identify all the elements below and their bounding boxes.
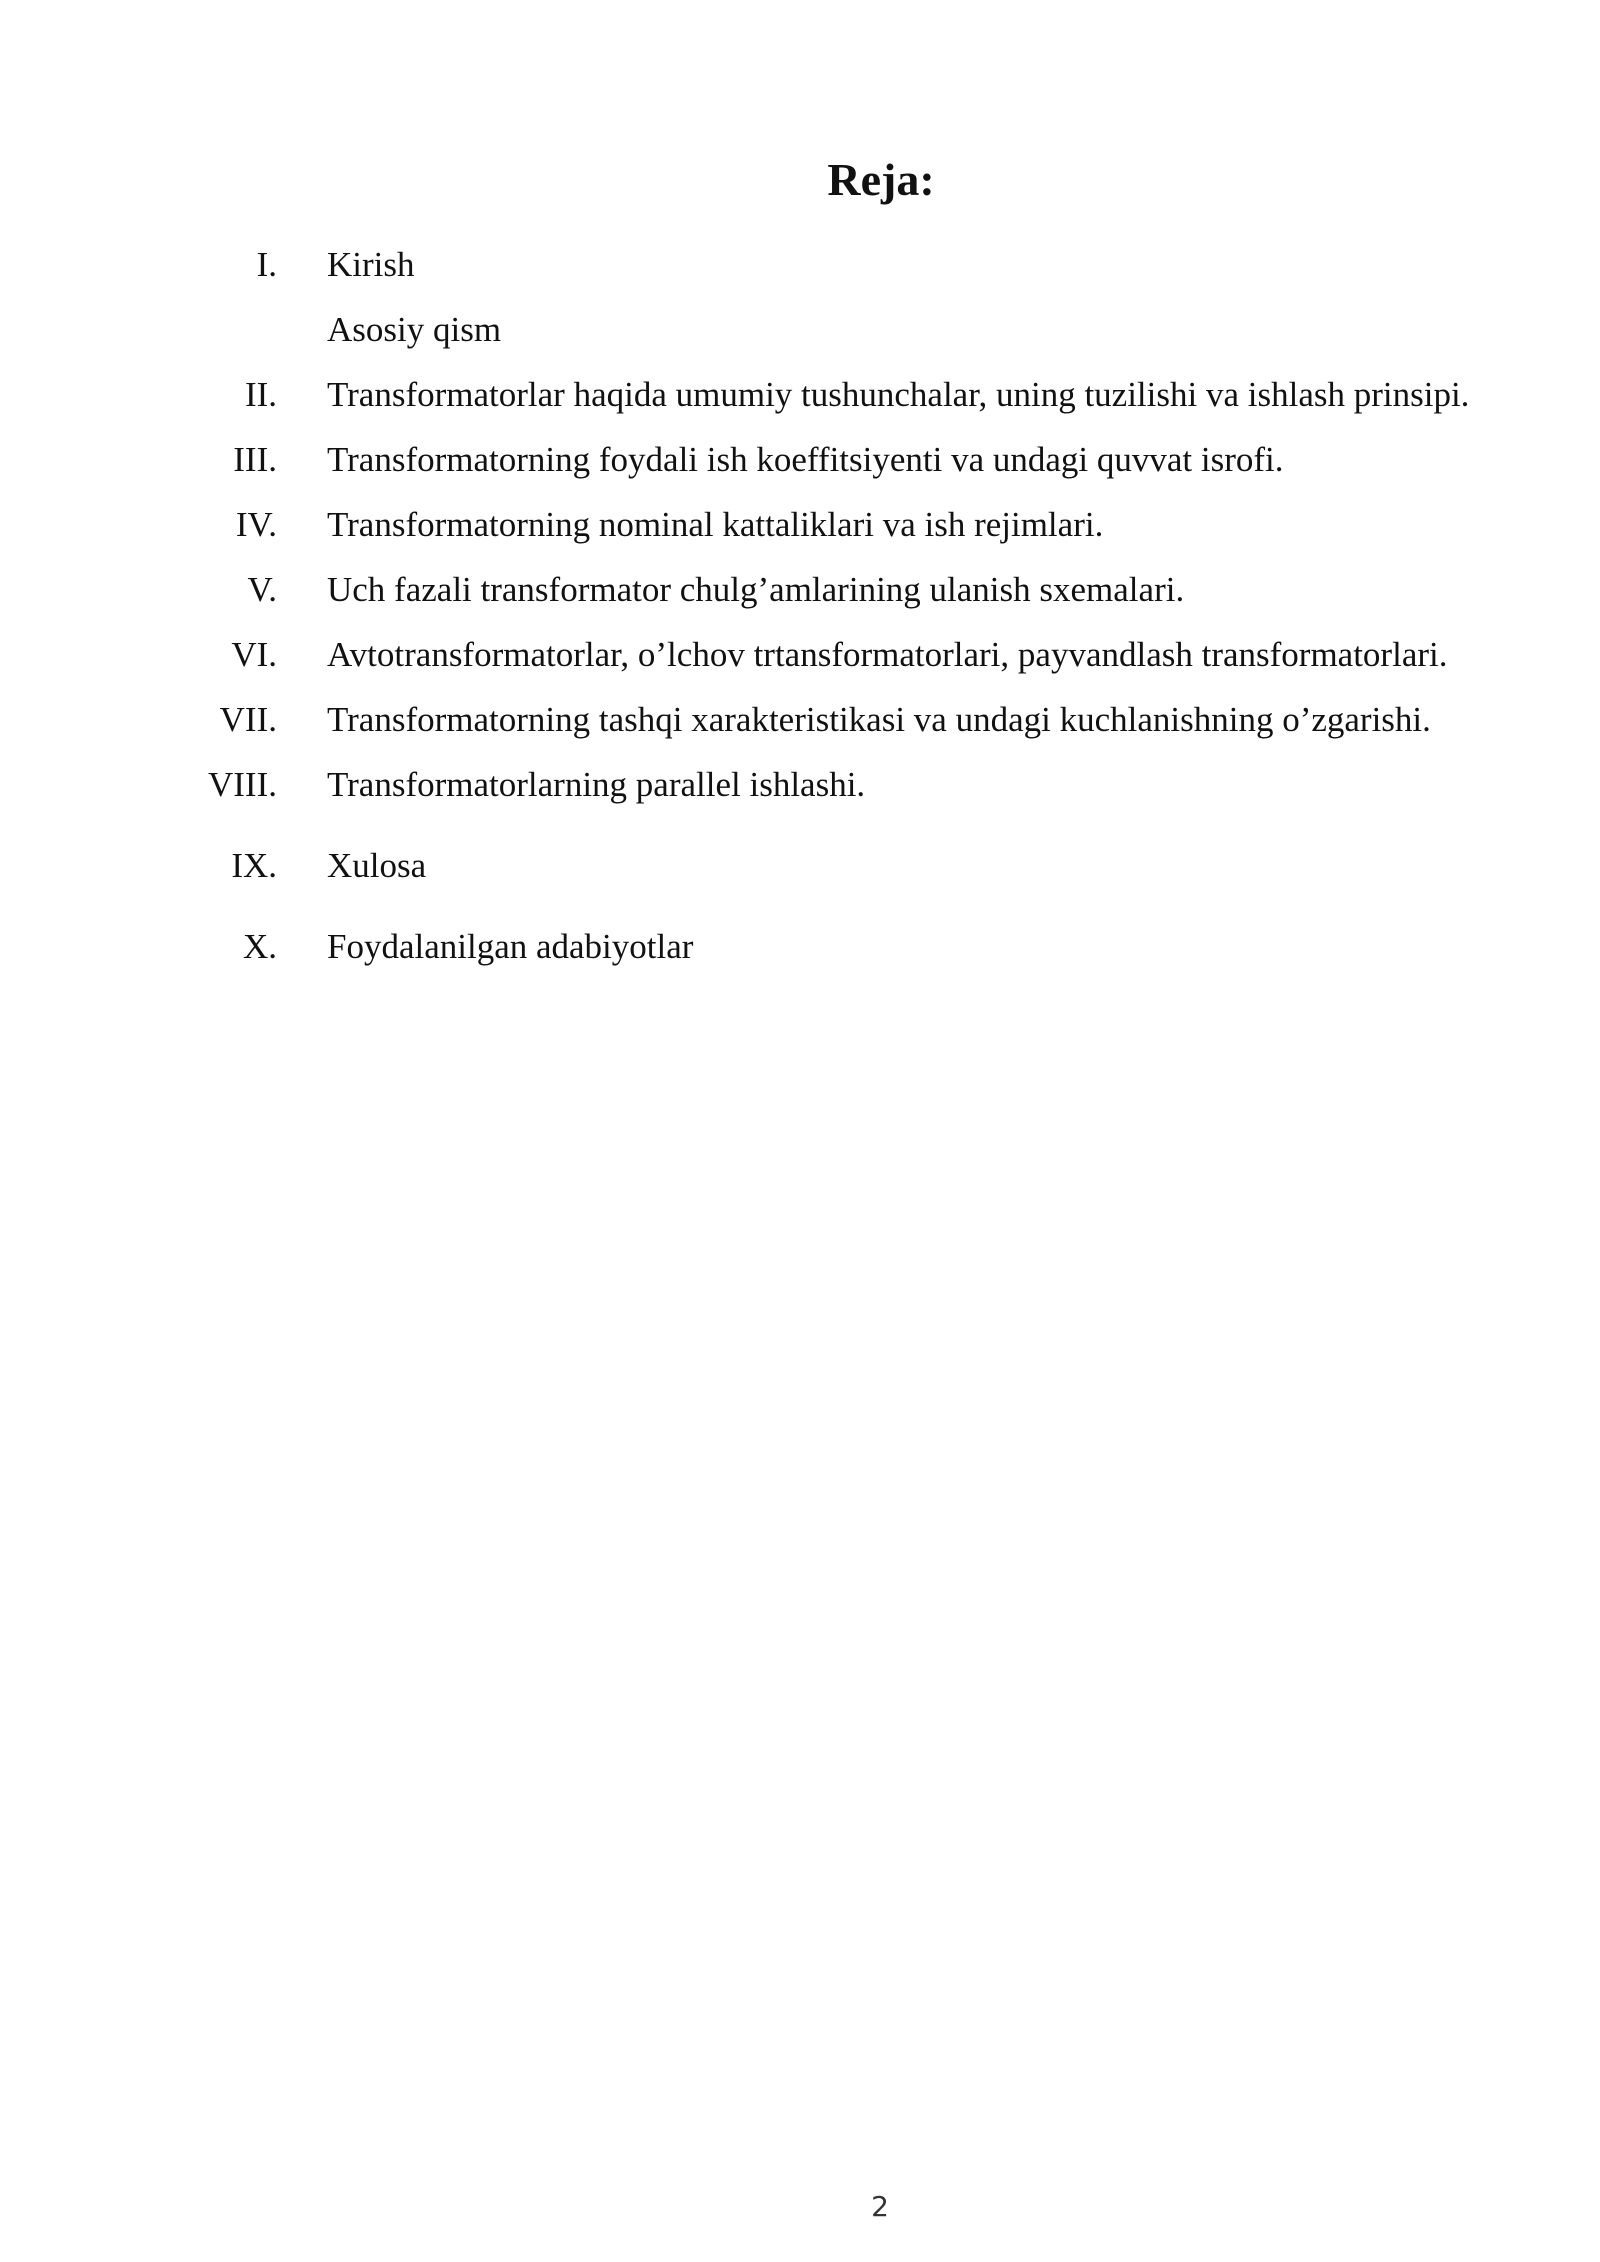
outline-item-3 (0, 427, 1600, 492)
outline-text: Uch fazali transformator chulg’amlarining ulanish sxemalari. (327, 570, 1185, 609)
page-number: 2 (871, 2190, 889, 2223)
outline-text: Foydalanilgan adabiyotlar (327, 927, 694, 966)
outline-text: Asosiy qism (327, 310, 502, 349)
outline-text: Transformatorlar haqida umumiy tushunchalar, uning tuzilishi va ishlash prinsipi. (327, 375, 1470, 414)
outline-item-5 (0, 557, 1600, 622)
outline-item-4 (0, 492, 1600, 557)
outline-text: Transformatorning tashqi xarakteristikasi va undagi kuchlanishning o’zgarishi. (327, 700, 1431, 739)
outline-item-subheading (0, 297, 1600, 362)
outline-numeral: VIII. (208, 765, 277, 804)
outline-text: Xulosa (327, 846, 427, 885)
outline-text: Kirish (327, 245, 415, 284)
page-title: Reja: (827, 154, 935, 205)
outline-item-1 (0, 232, 1600, 297)
outline-item-6 (0, 622, 1600, 687)
outline-numeral: IV. (235, 505, 277, 544)
outline-numeral: VII. (219, 700, 277, 739)
plan-outline (0, 232, 1600, 979)
outline-numeral: I. (256, 245, 277, 284)
outline-text: Transformatorlarning parallel ishlashi. (327, 765, 866, 804)
outline-text: Transformatorning foydali ish koeffitsiyenti va undagi quvvat isrofi. (327, 440, 1284, 479)
outline-numeral: X. (242, 927, 277, 966)
outline-numeral: VI. (231, 635, 277, 674)
outline-item-9 (0, 833, 1600, 898)
outline-item-7 (0, 687, 1600, 752)
outline-item-2 (0, 362, 1600, 427)
outline-numeral: III. (233, 440, 277, 479)
outline-text: Transformatorning nominal kattaliklari va ish rejimlari. (327, 505, 1104, 544)
outline-item-10 (0, 914, 1600, 979)
outline-numeral: II. (244, 375, 277, 414)
outline-text: Avtotransformatorlar, o’lchov trtansformatorlari, payvandlash transformatorlari. (327, 635, 1448, 674)
outline-numeral: IX. (231, 846, 277, 885)
outline-item-8 (0, 752, 1600, 817)
outline-numeral: V. (247, 570, 277, 609)
